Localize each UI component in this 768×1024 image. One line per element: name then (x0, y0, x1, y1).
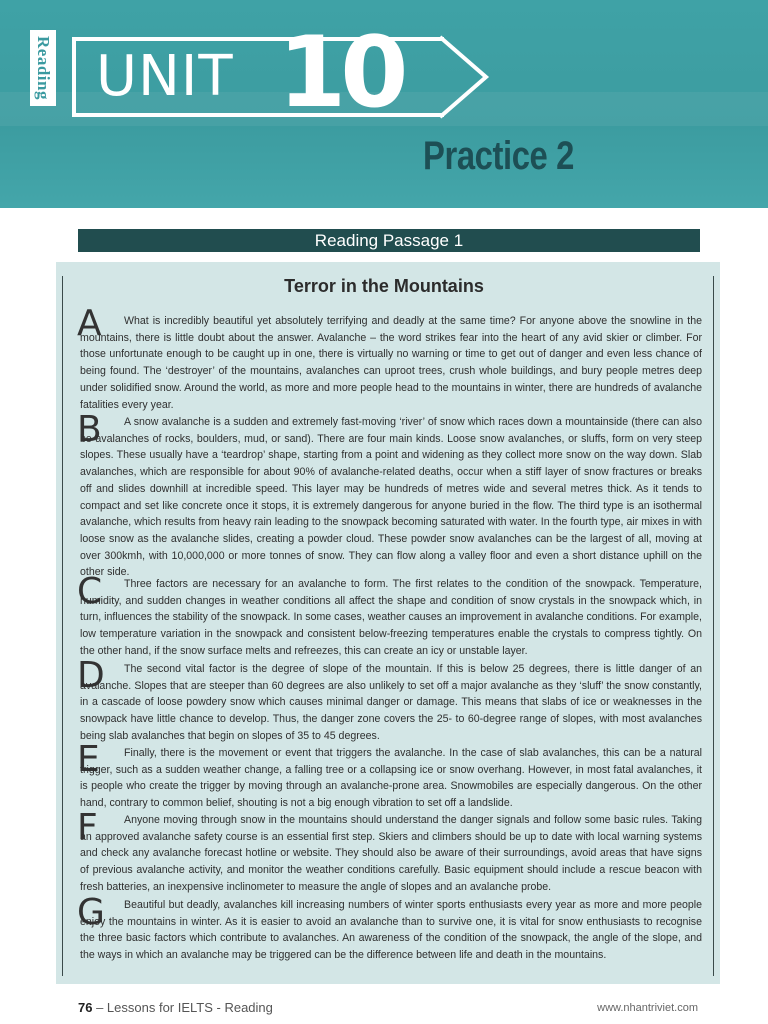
footer-website: www.nhantriviet.com (597, 1002, 698, 1014)
unit-arrow-icon (436, 33, 492, 121)
book-title: – Lessons for IELTS - Reading (92, 1000, 273, 1015)
footer-book-info (78, 1000, 273, 1015)
paragraph-letter-e: E (77, 739, 100, 780)
paragraph-letter-f: F (77, 807, 98, 848)
article-title: Terror in the Mountains (284, 276, 484, 296)
paragraph-b: A snow avalanche is a sudden and extremely fast-moving ‘river’ of snow which races down a mountainside (there can also be avalanches of rocks, boulders, mud, or sand). There are four main kinds. Loose snow avalanches, or sluffs, form on very steep slopes. These usually have a ‘teardrop’ shape, starting from a point and widening as they collect more snow on the way down. Slab avalanches, which are responsible for about 90% of avalanche-related deaths, occur when a stiff layer of snow fractures or breaks off and slides downhill at incredible speed. This layer may be hundreds of metres wide and several metres thick. As it tends to compact and set like concrete once it stops, it is extremely dangerous for anyone buried in the flow. The third type is an isothermal avalanche, which results from heavy rain leading to the snowpack becoming saturated with water. In the fourth type, air mixes in with loose snow as the avalanche slides, creating a powder cloud. These powder snow avalanches can be the largest of all, moving at over 300kmh, with 10,000,000 or more tonnes of snow. They can flow along a valley floor and even a short distance uphill on the other side. (80, 416, 702, 579)
paragraph-letter-g: G (77, 892, 105, 933)
paragraph-a: What is incredibly beautiful yet absolutely terrifying and deadly at the same time? For anyone above the snowline in the mountains, there is little doubt about the answer. Avalanche – the word strikes fear into the heart of any avid skier or climber. For those unfortunate enough to be caught up in one, there is virtually no warning or time to get out of danger and even less chance of being found. The ‘destroyer’ of the mountains, avalanches can uproot trees, crush whole buildings, and bury people metres deep under solidified snow. Around the world, as more and more people head to the mountains in winter, there are hundreds of avalanche fatalities every year. (80, 315, 702, 411)
paragraph-letter-c: C (77, 571, 103, 612)
section-tab-label: Reading (34, 36, 53, 100)
paragraph-e: Finally, there is the movement or event that triggers the avalanche. In the case of slab avalanches, this can be a natural trigger, such as a sudden weather change, a falling tree or a collapsing ice or snow overhang. However, in most fatal avalanches, it is people who create the trigger by moving through an avalanche-prone area. Snowmobiles are especially dangerous. On the other hand, contrary to common belief, shouting is not a big enough vibration to set off a landslide. (80, 747, 702, 810)
practice-title: Practice 2 (423, 134, 574, 178)
paragraph-f: Anyone moving through snow in the mountains should understand the danger signals and follow some basic rules. Taking an approved avalanche safety course is an essential first step. Skiers and climbers should be up to date with local warning systems and check any avalanche forecast hotline or website. They should also be aware of their surroundings, avoid areas that have signs of previous avalanche activity, and monitor the weather conditions carefully. Basic equipment should include a rescue beacon with fresh batteries, an inexpensive inclinometer to measure the angle of slopes and an avalanche probe. (80, 814, 702, 893)
paragraph-letter-b: B (77, 409, 102, 450)
unit-label: UNIT (96, 44, 234, 109)
paragraph-c: Three factors are necessary for an avalanche to form. The first relates to the condition of the snowpack. Temperature, humidity, and sudden changes in weather conditions all affect the shape and condition of snow crystals in the snowpack which, in turn, influences the stability of the snowpack. In some cases, weather causes an improvement in avalanche conditions. For example, low temperature variation in the snowpack and consistent below-freezing temperatures enable the crystals to compress tightly. On the other hand, if the snow surface melts and refreezes, this can create an icy or unstable layer. (80, 578, 702, 657)
passage-banner: Reading Passage 1 (78, 229, 700, 252)
unit-number: 10 (278, 16, 403, 130)
section-tab (30, 30, 56, 106)
paragraph-g: Beautiful but deadly, avalanches kill increasing numbers of winter sports enthusiasts every year as more and more people enjoy the mountains in winter. As it is easier to avoid an avalanche than to survive one, it is vital for snow enthusiasts to recognise the three basic factors which contribute to avalanches. An awareness of the condition of the snowpack, the angle of the slope, and the ways in which an avalanche may be triggered can be the difference between life and death in the mountains. (80, 899, 702, 962)
paragraph-d: The second vital factor is the degree of slope of the mountain. If this is below 25 degrees, there is little danger of an avalanche. Slopes that are steeper than 60 degrees are also unlikely to set off a major avalanche as they ‘sluff’ the snow constantly, in a cascade of loose powdery snow which causes minimal danger or damage. This means that slabs of ice or weaknesses in the snowpack have little chance to develop. Thus, the danger zone covers the 25- to 60-degree range of slopes, with most avalanches being slab avalanches that begin on slopes of 35 to 45 degrees. (80, 663, 702, 742)
page-number: 76 (78, 1000, 93, 1015)
paragraph-letter-d: D (77, 655, 105, 696)
paragraph-letter-a: A (77, 303, 102, 344)
